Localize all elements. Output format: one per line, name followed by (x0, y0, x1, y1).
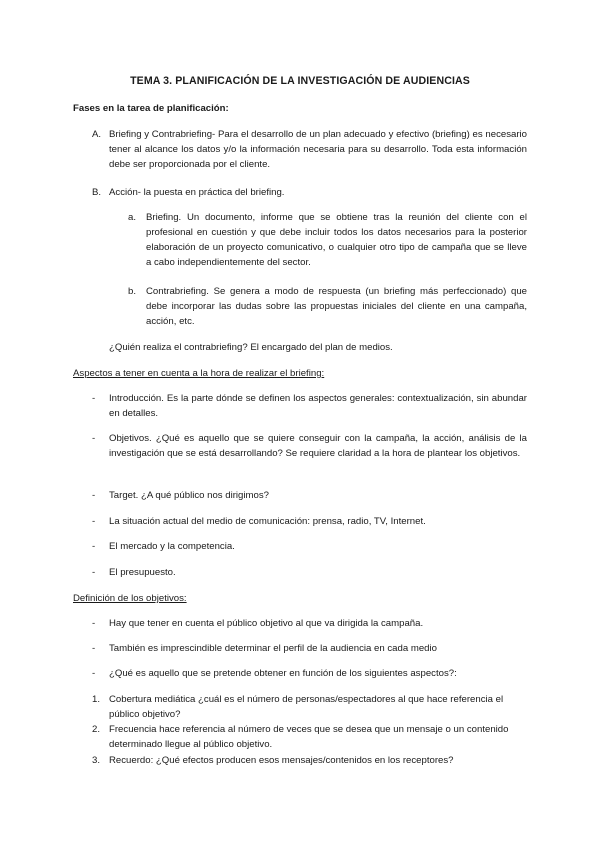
list-marker: B. (92, 187, 102, 198)
bullet-marker: - (92, 490, 96, 501)
bullet-marker: - (92, 668, 96, 679)
list-item: El presupuesto. (109, 567, 176, 578)
list-item: Acción- la puesta en práctica del briefing. (109, 187, 285, 198)
bullet-marker: - (92, 541, 96, 552)
bullet-marker: - (92, 516, 96, 527)
list-item: Contrabriefing. Se genera a modo de respuesta (un briefing más perfeccionado) que debe incorporar las dudas sobre las propuestas iniciales del cliente en una campaña, acción, etc. (146, 286, 527, 327)
bullet-marker: - (92, 393, 96, 404)
list-marker: A. (92, 129, 102, 140)
section-heading-fases: Fases en la tarea de planificación: (73, 103, 229, 114)
bullet-marker: - (92, 643, 96, 654)
list-item: Recuerdo: ¿Qué efectos producen esos mensajes/contenidos en los receptores? (109, 755, 454, 766)
list-item: Cobertura mediática ¿cuál es el número de personas/espectadores al que hace referencia el público objetivo? (109, 694, 504, 720)
list-item: El mercado y la competencia. (109, 541, 235, 552)
list-item: Briefing. Un documento, informe que se obtiene tras la reunión del cliente con el profesional en cuestión y que debe incluir todos los datos necesarios para la posterior elaboración de un proyecto comunicativo, o cualquier otro tipo de campaña que se lleve a cabo independientemente del sector. (146, 212, 527, 268)
list-marker: b. (128, 286, 137, 297)
list-item: La situación actual del medio de comunicación: prensa, radio, TV, Internet. (109, 516, 426, 527)
number-marker: 3. (92, 755, 101, 766)
list-marker: a. (128, 212, 137, 223)
bullet-marker: - (92, 567, 96, 578)
section-heading-objetivos: Definición de los objetivos: (73, 593, 187, 604)
page-title: TEMA 3. PLANIFICACIÓN DE LA INVESTIGACIÓN DE AUDIENCIAS (130, 75, 470, 87)
list-item: Hay que tener en cuenta el público objetivo al que va dirigida la campaña. (109, 618, 424, 629)
number-marker: 2. (92, 724, 101, 735)
list-item: Frecuencia hace referencia al número de veces que se desea que un mensaje o un contenido determinado llegue al público objetivo. (109, 724, 509, 750)
bullet-marker: - (92, 433, 96, 444)
number-marker: 1. (92, 694, 101, 705)
list-item: ¿Qué es aquello que se pretende obtener en función de los siguientes aspectos?: (109, 668, 457, 679)
bullet-marker: - (92, 618, 96, 629)
list-item: También es imprescindible determinar el perfil de la audiencia en cada medio (109, 643, 437, 654)
section-heading-aspectos: Aspectos a tener en cuenta a la hora de realizar el briefing: (73, 368, 325, 379)
list-item: Objetivos. ¿Qué es aquello que se quiere conseguir con la campaña, la acción, análisis de la investigación que se está desarrollando? Se requiere claridad a la hora de plantear los objetivos. (109, 433, 527, 459)
list-item: Introducción. Es la parte dónde se definen los aspectos generales: contextualización, sin abundar en detalles. (109, 393, 527, 419)
list-item: Target. ¿A qué público nos dirigimos? (109, 490, 269, 501)
question-text: ¿Quién realiza el contrabriefing? El encargado del plan de medios. (109, 342, 393, 353)
list-item: Briefing y Contrabriefing- Para el desarrollo de un plan adecuado y efectivo (briefing) es necesario tener al alcance los datos y/o la información necesaria para su desarrollo. Toda esta información debe ser proporcionada por el cliente. (109, 129, 527, 170)
